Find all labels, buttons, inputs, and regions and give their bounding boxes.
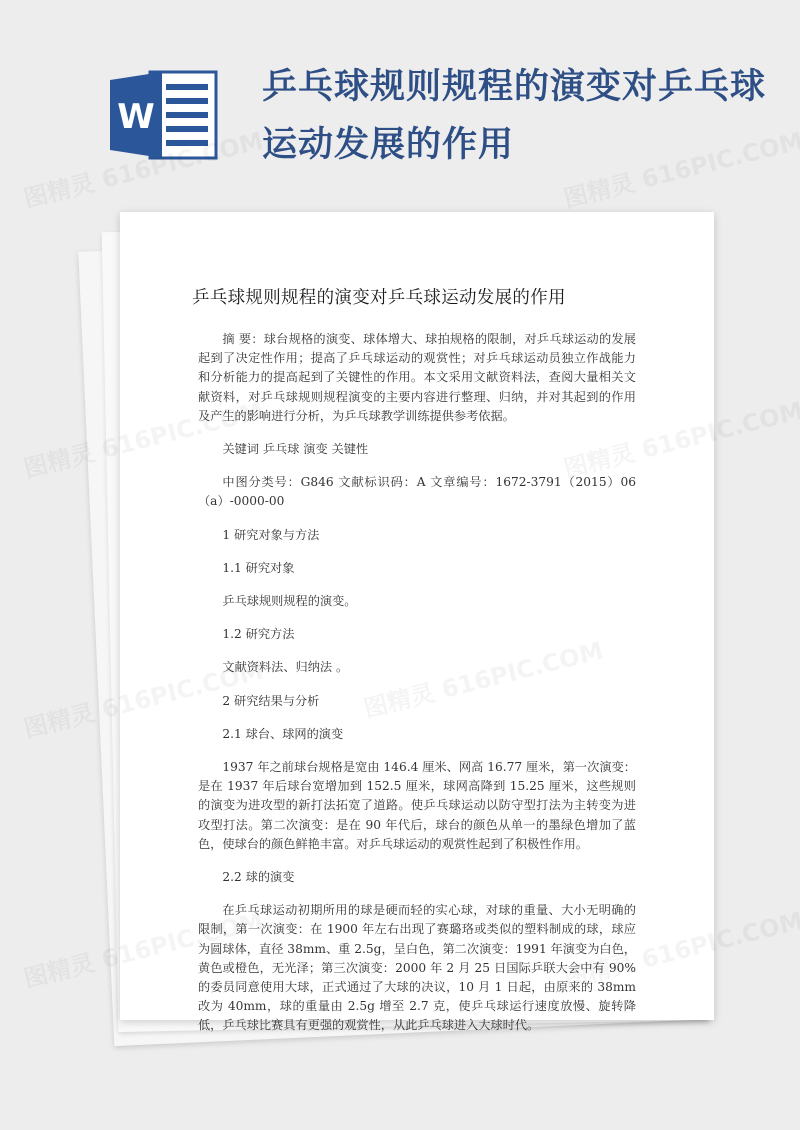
keywords-line: 关键词 乒乓球 演变 关键性 bbox=[222, 442, 369, 457]
body-paragraph: 在乒乓球运动初期所用的球是硬而轻的实心球，对球的重量、大小无明确的限制，第一次演变：在 1900 年左右出现了赛璐珞或类似的塑料制成的球，球应为圆球体，直径 38mm、重 2.5g，呈白色，第二次演变：1991 年演变为白色，黄色或橙色，无光泽；第三次演变：2000 年 2 月 25 日国际乒联大会中有 90%的委员同意使用大球，正式通过了大球的决议，10 月 1 日起，由原来的 38mm 改为 40mm，球的重量由 2.5g 增至 2.7 克，使乒乓球运行速度放慢、旋转降低，乒乓球比赛具有更强的观赏性，从此乒乓球进入大球时代。 bbox=[198, 903, 636, 1033]
body-paragraph: 文献资料法、归纳法 。 bbox=[222, 660, 349, 675]
word-document-icon bbox=[110, 70, 218, 160]
abstract-paragraph: 摘 要：球台规格的演变、球体增大、球拍规格的限制，对乒乓球运动的发展起到了决定性作用；提高了乒乓球运动的观赏性；对乒乓球运动员独立作战能力和分析能力的提高起到了关键性的作用。本文采用文献资料法，查阅大量相关文献资料，对乒乓球规则规程演变的主要内容进行整理、归纳，并对其起到的作用及产生的影响进行分析，为乒乓球教学训练提供参考依据。 bbox=[198, 332, 636, 423]
document-title: 乒乓球规则规程的演变对乒乓球运动发展的作用 bbox=[192, 288, 566, 308]
section-heading: 1 研究对象与方法 bbox=[222, 527, 320, 542]
document-body bbox=[198, 330, 636, 1036]
subsection-heading: 1.1 研究对象 bbox=[222, 560, 295, 575]
body-paragraph: 乒乓球规则规程的演变。 bbox=[222, 594, 357, 609]
subsection-heading: 2.2 球的演变 bbox=[222, 870, 295, 885]
document-page bbox=[120, 212, 714, 1033]
banner-header bbox=[0, 0, 800, 215]
subsection-heading: 1.2 研究方法 bbox=[222, 627, 295, 642]
word-icon-letter: W bbox=[117, 97, 155, 137]
classification-line: 中图分类号：G846 文献标识码：A 文章编号：1672-3791（2015）06（a）-0000-00 bbox=[198, 475, 636, 509]
banner-title: 乒乓球规则规程的演变对乒乓球运动发展的作用 bbox=[262, 67, 767, 165]
subsection-heading: 2.1 球台、球网的演变 bbox=[222, 726, 344, 741]
section-heading: 2 研究结果与分析 bbox=[222, 693, 320, 708]
body-paragraph: 1937 年之前球台规格是宽由 146.4 厘米、网高 16.77 厘米，第一次演变：是在 1937 年后球台宽增加到 152.5 厘米，球网高降到 15.25 厘米，这些规则的演变为进攻型的新打法拓宽了道路。使乒乓球运动以防守型打法为主转变为进攻型打法。第二次演变：是在 90 年代后，球台的颜色从单一的墨绿色增加了蓝色，使球台的颜色鲜艳丰富。对乒乓球运动的观赏性起到了积极性作用。 bbox=[198, 760, 636, 851]
